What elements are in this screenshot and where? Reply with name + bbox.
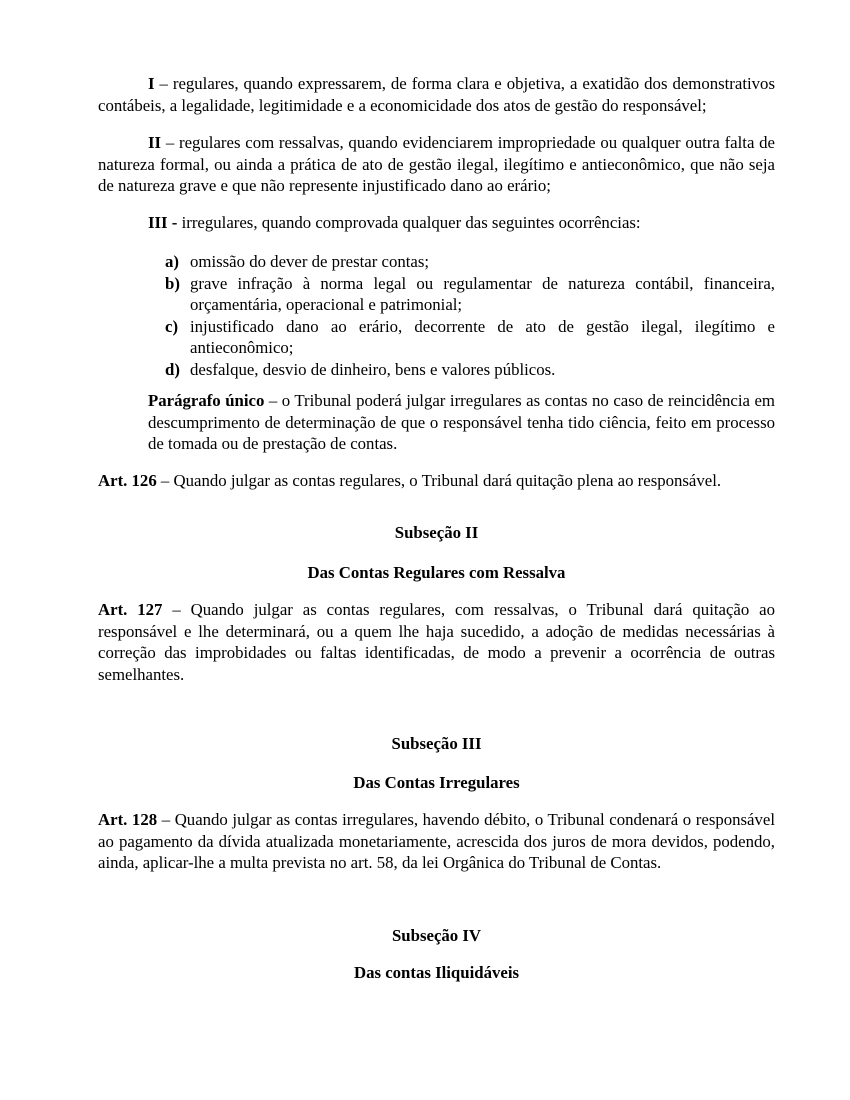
article-128	[98, 809, 775, 874]
clause-i-separator: –	[159, 74, 168, 93]
subsection-ii-subtitle: Das Contas Regulares com Ressalva	[307, 562, 566, 582]
article-127-separator: –	[172, 600, 181, 619]
paragrafo-unico	[148, 390, 775, 455]
article-127	[98, 599, 775, 685]
paragrafo-unico-separator: –	[268, 391, 278, 410]
list-item-d	[165, 359, 775, 381]
article-126-label: Art. 126	[98, 470, 157, 490]
occurrence-list	[165, 251, 775, 380]
clause-iii-separator: -	[171, 212, 178, 232]
list-item-c	[165, 316, 775, 359]
article-126-separator: –	[160, 470, 170, 490]
subsection-iii-title: Subseção III	[391, 734, 482, 753]
clause-iii-label: III	[148, 212, 168, 232]
article-127-label: Art. 127	[98, 600, 163, 619]
clause-ii-label: II	[148, 133, 162, 152]
article-128-label: Art. 128	[98, 810, 158, 829]
list-item-d-label: d)	[165, 359, 180, 379]
subsection-iv-title: Subseção IV	[391, 925, 482, 945]
list-item-a-text: omissão do dever de prestar contas;	[190, 252, 430, 271]
clause-iii-text: irregulares, quando comprovada qualquer das seguintes ocorrências:	[181, 212, 641, 232]
article-128-separator: –	[161, 810, 171, 829]
clause-ii	[98, 132, 775, 197]
list-item-d-text: desfalque, desvio de dinheiro, bens e valores públicos.	[190, 359, 556, 379]
clause-ii-separator: –	[165, 133, 175, 152]
subsection-iv-subtitle: Das contas Iliquidáveis	[353, 963, 520, 982]
clause-iii	[98, 212, 775, 234]
subsection-ii-title: Subseção II	[394, 523, 479, 542]
list-item-c-label: c)	[165, 316, 179, 336]
article-126	[98, 470, 775, 492]
clause-i-text: regulares, quando expressarem, de forma clara e objetiva, a exatidão dos demonstrativos contábeis, a legalidade, legitimidade e a economicidade dos atos de gestão do responsável;	[98, 74, 775, 115]
list-item-a	[165, 251, 775, 273]
paragrafo-unico-label: Parágrafo único	[148, 391, 265, 410]
list-item-b-label: b)	[165, 273, 180, 293]
list-item-a-label: a)	[165, 252, 179, 271]
paragrafo-unico-text: o Tribunal poderá julgar irregulares as contas no caso de reincidência em descumprimento de determinação de que o responsável tenha tido ciência, feito em processo de tomada ou de prestação de contas.	[148, 391, 775, 453]
article-127-text: Quando julgar as contas regulares, com ressalvas, o Tribunal dará quitação ao responsável e lhe determinará, ou a quem lhe haja sucedido, a adoção de medidas necessárias à correção das improbidades ou faltas identificadas, de modo a prevenir a ocorrência de outras semelhantes.	[98, 600, 776, 684]
clause-ii-text: regulares com ressalvas, quando evidenciarem impropriedade ou qualquer outra falta de natureza formal, ou ainda a prática de ato de gestão ilegal, ilegítimo e antieconômico, que não seja de natureza grave e que não represente injustificado dano ao erário;	[98, 133, 775, 195]
article-128-text: Quando julgar as contas irregulares, havendo débito, o Tribunal condenará o responsável ao pagamento da dívida atualizada monetariamente, acrescida dos juros de mora devidos, podendo, ainda, aplicar-lhe a multa prevista no art. 58, da lei Orgânica do Tribunal de Contas.	[98, 810, 775, 872]
list-item-b-text: grave infração à norma legal ou regulamentar de natureza contábil, financeira, orçamentária, operacional e patrimonial;	[190, 273, 775, 314]
list-item-c-text: injustificado dano ao erário, decorrente de ato de gestão ilegal, ilegítimo e antieconômico;	[190, 316, 775, 357]
subsection-iii-subtitle: Das Contas Irregulares	[353, 772, 520, 792]
clause-i-label: I	[148, 74, 155, 93]
list-item-b	[165, 273, 775, 316]
clause-i	[98, 73, 775, 116]
article-126-text: Quando julgar as contas regulares, o Tribunal dará quitação plena ao responsável.	[173, 470, 722, 490]
